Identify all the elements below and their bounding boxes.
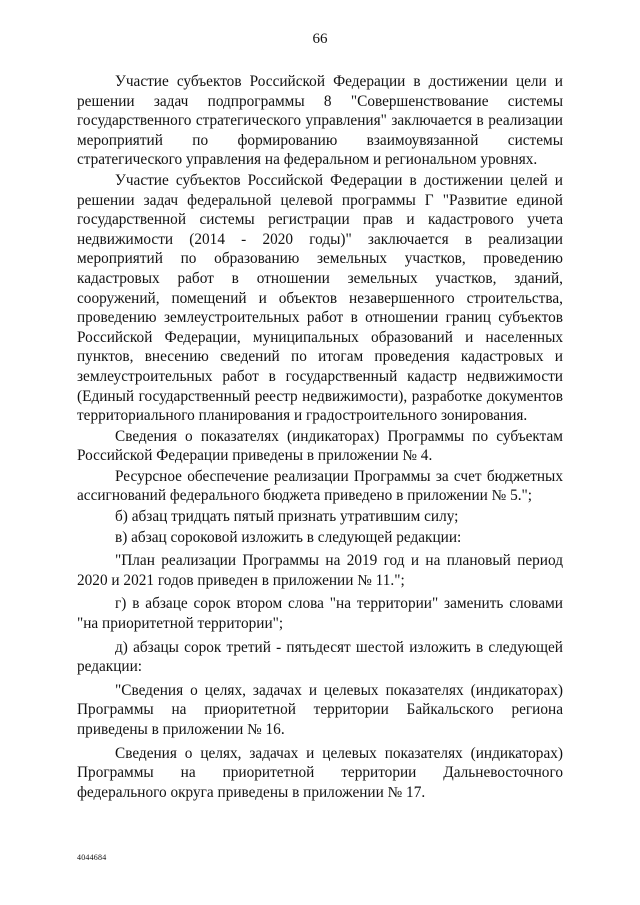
document-body (77, 72, 563, 802)
paragraph-indicators-appendix-4: Сведения о показателях (индикаторах) Программы по субъектам Российской Федерации приведены в приложении № 4. (77, 427, 563, 465)
paragraph-far-east-appendix-17: Сведения о целях, задачах и целевых показателях (индикаторах) Программы на приоритетной территории Дальневосточного федерального округа приведены в приложении № 17. (77, 744, 563, 801)
document-code: 4044684 (77, 853, 107, 862)
paragraph-item-g: г) в абзаце сорок втором слова "на территории" заменить словами "на приоритетной территории"; (77, 595, 563, 633)
paragraph-subprogram-8: Участие субъектов Российской Федерации в достижении цели и решении задач подпрограммы 8 "Совершенствование системы государственного стратегического управления" заключается в реализации мероприятий по формированию взаимоувязанной системы стратегического управления на федеральном и региональном уровнях. (77, 73, 563, 169)
paragraph-item-b: б) абзац тридцать пятый признать утратившим силу; (115, 508, 459, 526)
paragraph-item-d: д) абзацы сорок третий - пятьдесят шестой изложить в следующей редакции: (77, 638, 563, 676)
paragraph-resources-appendix-5: Ресурсное обеспечение реализации Программы за счет бюджетных ассигнований федерального бюджета приведено в приложении № 5."; (77, 467, 563, 505)
paragraph-fcp-g-cadastre: Участие субъектов Российской Федерации в достижении целей и решении задач федеральной целевой программы Г "Развитие единой государственной системы регистрации прав и кадастрового учета недвижимости (2014 - 2020 годы)" заключается в реализации мероприятий по образованию земельных участков, проведению кадастровых работ в отношении земельных участков, зданий, сооружений, помещений и объектов незавершенного строительства, проведению землеустроительных работ в отношении границ субъектов Российской Федерации, муниципальных образований и населенных пунктов, внесению сведений по итогам проведения кадастровых и землеустроительных работ в государственный кадастр недвижимости (Единый государственный реестр недвижимости), разработке документов территориального планирования и градостроительного зонирования. (77, 171, 563, 425)
paragraph-baikal-appendix-16: "Сведения о целях, задачах и целевых показателях (индикаторах) Программы на приоритетной территории Байкальского региона приведены в приложении № 16. (77, 681, 563, 738)
paragraph-item-v: в) абзац сороковой изложить в следующей редакции: (115, 528, 462, 546)
page-number: 66 (312, 31, 328, 47)
paragraph-plan-appendix-11: "План реализации Программы на 2019 год и на плановый период 2020 и 2021 годов приведен в приложении № 11."; (77, 552, 563, 589)
